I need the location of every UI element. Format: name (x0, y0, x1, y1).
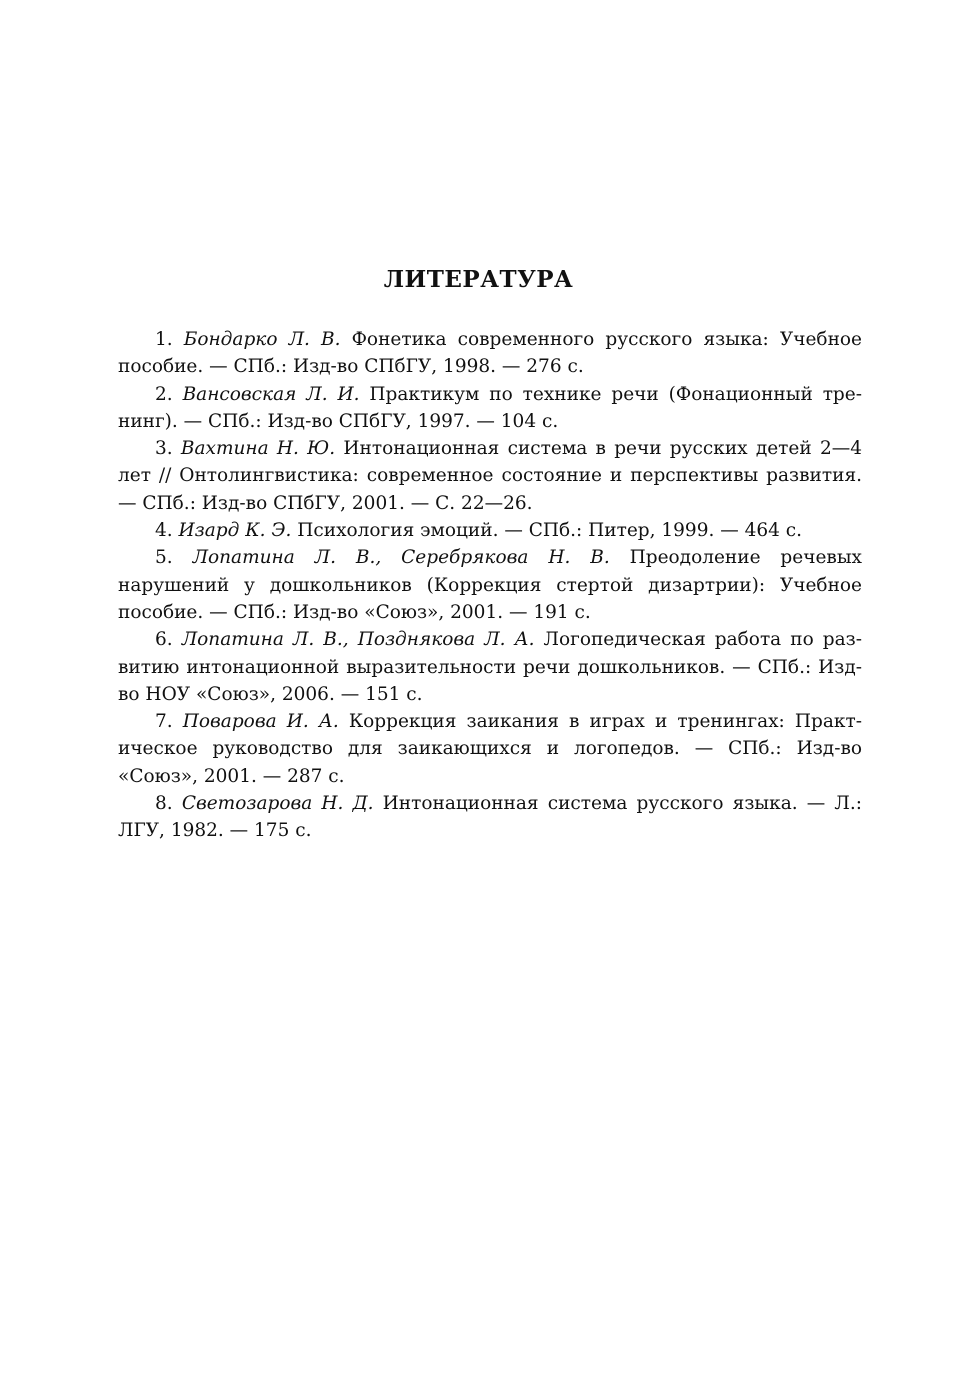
reference-item (118, 381, 862, 436)
reference-item (118, 435, 862, 517)
reference-text: Психология эмоций. — СПб.: Питер, 1999. — 464 с. (297, 520, 803, 542)
reference-number: 8. (155, 793, 173, 815)
reference-text: Практикум по технике речи (Фонационный тренинг). — СПб.: Изд-во СПбГУ, 1997. — 104 с. (118, 383, 862, 432)
reference-text: Преодоление речевых нарушений у дошкольников (Коррекция стертой дизартрии): Учебное пособие. — СПб.: Изд-во «Союз», 2001. — 191 с. (118, 547, 862, 623)
page-title: ЛИТЕРАТУРА (383, 266, 574, 293)
reference-item (118, 708, 862, 790)
reference-item (118, 544, 862, 626)
reference-number: 2. (155, 383, 173, 405)
reference-author: Бондарко Л. В. (183, 329, 341, 350)
reference-item (118, 790, 862, 845)
reference-number: 3. (155, 438, 173, 460)
reference-number: 6. (155, 629, 173, 651)
reference-author: Вахтина Н. Ю. (180, 438, 336, 460)
reference-author: Поварова И. А. (182, 711, 339, 733)
reference-item (118, 626, 862, 708)
reference-author: Светозарова Н. Д. (181, 793, 374, 815)
reference-text: Фонетика современного русского языка: Учебное пособие. — СПб.: Изд-во СПбГУ, 1998. — 276 с. (118, 329, 862, 378)
reference-number: 1. (155, 329, 173, 350)
reference-item (118, 517, 862, 544)
reference-item (118, 326, 862, 381)
reference-number: 4. (155, 520, 173, 542)
reference-list (118, 326, 862, 845)
reference-author: Изард К. Э. (178, 520, 292, 542)
reference-author: Лопатина Л. В., Серебрякова Н. В. (192, 547, 610, 569)
reference-number: 5. (155, 547, 173, 569)
reference-text: Коррекция заикания в играх и тренингах: Практическое руководство для заикающихся и логопедов. — СПб.: Изд-во «Союз», 2001. — 287 с. (118, 711, 862, 787)
reference-text: Интонационная система в речи русских детей 2—4 лет // Онтолингвистика: современное состояние и перспективы развития. — СПб.: Изд-во СПбГУ, 2001. — С. 22—26. (118, 438, 862, 514)
reference-number: 7. (155, 711, 173, 733)
reference-text: Логопедическая работа по развитию интонационной выразительности речи дошкольников. — СПб.: Изд-во НОУ «Союз», 2006. — 151 с. (118, 629, 862, 705)
reference-author: Вансовская Л. И. (182, 383, 360, 405)
reference-author: Лопатина Л. В., Позднякова Л. А. (181, 629, 535, 651)
reference-text: Интонационная система русского языка. — Л.: ЛГУ, 1982. — 175 с. (118, 793, 862, 842)
